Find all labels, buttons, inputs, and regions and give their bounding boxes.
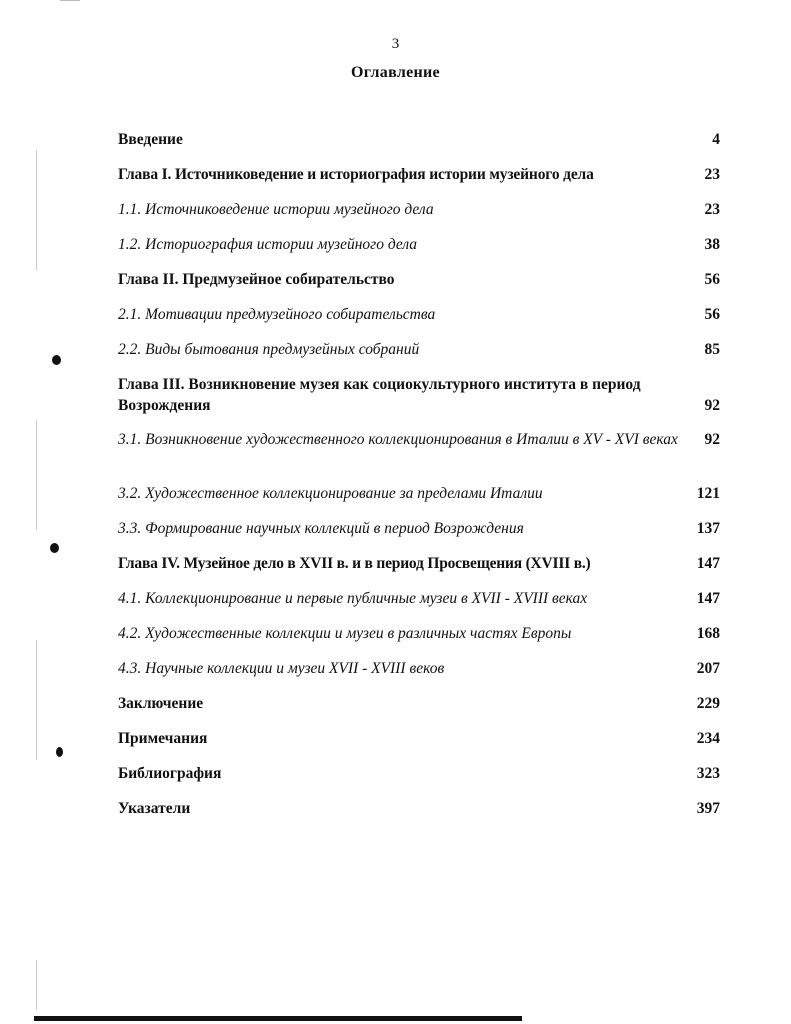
toc-entry	[118, 623, 720, 644]
page-title: Оглавление	[351, 64, 440, 81]
toc-entry-label: Глава II. Предмузейное собирательство	[118, 271, 395, 288]
toc-entry	[118, 129, 720, 150]
scan-bottom-edge	[34, 1016, 522, 1021]
toc-entry-page: 137	[696, 520, 720, 537]
toc-entry-label: 3.3. Формирование научных коллекций в период Возрождения	[118, 520, 524, 537]
toc-entry	[118, 429, 720, 450]
page-number: 3	[391, 36, 400, 52]
toc-entry	[118, 234, 720, 255]
toc-entry	[118, 304, 720, 325]
toc-entry-page: 229	[696, 695, 720, 712]
toc-entry	[118, 553, 720, 574]
toc-entry	[118, 518, 720, 539]
toc-entry-label: 4.2. Художественные коллекции и музеи в различных частях Европы	[118, 625, 572, 642]
toc-entry-label: 1.1. Источниковедение истории музейного дела	[118, 201, 434, 218]
toc-entry-label: Примечания	[118, 730, 208, 747]
toc-entry-page: 92	[704, 397, 720, 414]
toc-entry-label: Введение	[118, 131, 183, 148]
toc-entry	[118, 483, 720, 504]
toc-entry	[118, 798, 720, 819]
toc-entry-page: 147	[696, 590, 720, 607]
toc-entry-page: 23	[704, 201, 720, 218]
toc-entry	[118, 199, 720, 220]
toc-entry	[118, 588, 720, 609]
toc-entry-label: 2.2. Виды бытования предмузейных собраний	[118, 341, 420, 358]
toc-entry-page: 121	[696, 485, 720, 502]
toc-entry-label: Заключение	[118, 695, 204, 712]
toc-entry-label: 3.1. Возникновение художественного коллекционирования в Италии в XV - XVI веках	[118, 431, 678, 448]
toc-entry-page: 85	[704, 341, 720, 358]
toc-entry-label: 3.2. Художественное коллекционирование за пределами Италии	[118, 485, 543, 502]
toc-entry-label: 1.2. Историография истории музейного дела	[118, 236, 418, 253]
toc-entry-page: 38	[704, 236, 720, 253]
toc-entry-page: 56	[704, 271, 720, 288]
toc-entry-page: 147	[696, 555, 720, 572]
toc-entry	[118, 269, 720, 290]
toc-entry	[118, 763, 720, 784]
toc-entry-page: 323	[696, 765, 720, 782]
toc-entry-label: Глава III. Возникновение музея как социокультурного института в период Возрождения	[118, 376, 641, 414]
toc-entry-page: 23	[704, 166, 720, 183]
toc-entry-page: 234	[696, 730, 720, 747]
toc-entry-page: 207	[696, 660, 720, 677]
toc-entry	[118, 374, 720, 416]
toc-entry-page: 397	[696, 800, 720, 817]
toc-entry-label: 4.1. Коллекционирование и первые публичные музеи в XVII - XVIII веках	[118, 590, 588, 607]
toc-entry	[118, 339, 720, 360]
toc-entry-label: 4.3. Научные коллекции и музеи XVII - XVIII веков	[118, 660, 445, 677]
toc-entry-page: 168	[696, 625, 720, 642]
toc-entry	[118, 164, 720, 185]
toc-entry-page: 4	[712, 131, 720, 148]
toc-entry-label: Глава I. Источниковедение и историография истории музейного дела	[118, 166, 594, 183]
toc-entry	[118, 693, 720, 714]
toc-entry-label: Глава IV. Музейное дело в XVII в. и в период Просвещения (XVIII в.)	[118, 555, 591, 572]
toc-entry-page: 92	[704, 431, 720, 448]
toc-entry-label: 2.1. Мотивации предмузейного собирательства	[118, 306, 436, 323]
toc-entry	[118, 728, 720, 749]
toc-entry	[118, 658, 720, 679]
toc-entry-label: Указатели	[118, 800, 191, 817]
toc-entry-page: 56	[704, 306, 720, 323]
toc-entry-label: Библиография	[118, 765, 222, 782]
